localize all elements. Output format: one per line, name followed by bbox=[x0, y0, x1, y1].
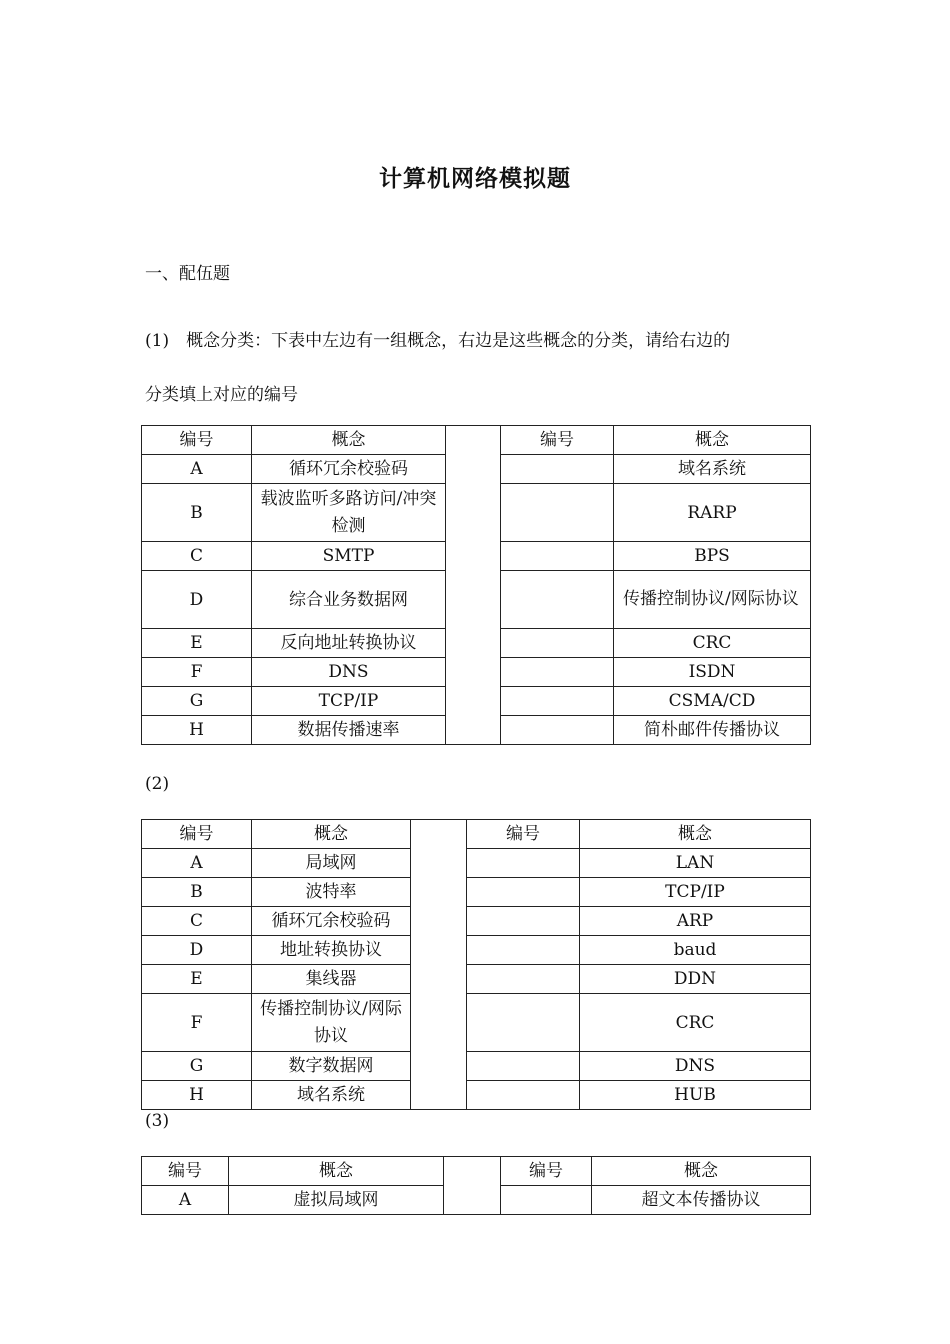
right-concept: CRC bbox=[614, 629, 811, 658]
answer-cell[interactable] bbox=[467, 965, 580, 994]
right-concept: CRC bbox=[580, 994, 811, 1052]
right-concept: BPS bbox=[614, 542, 811, 571]
question-2-label: (2) bbox=[145, 774, 170, 794]
row-num: F bbox=[142, 658, 252, 687]
row-num: F bbox=[142, 994, 252, 1052]
left-concept: SMTP bbox=[252, 542, 446, 571]
row-num: D bbox=[142, 936, 252, 965]
answer-cell[interactable] bbox=[467, 878, 580, 907]
header-num: 编号 bbox=[142, 820, 252, 849]
header-concept: 概念 bbox=[252, 820, 411, 849]
left-concept: 数据传播速率 bbox=[252, 716, 446, 745]
question-1-line-1: (1) 概念分类：下表中左边有一组概念，右边是这些概念的分类，请给右边的 bbox=[145, 331, 731, 351]
header-concept: 概念 bbox=[252, 426, 446, 455]
right-concept: ISDN bbox=[614, 658, 811, 687]
right-concept: ARP bbox=[580, 907, 811, 936]
right-concept: 超文本传播协议 bbox=[592, 1186, 811, 1215]
right-concept: HUB bbox=[580, 1081, 811, 1110]
row-num: D bbox=[142, 571, 252, 629]
right-concept: CSMA/CD bbox=[614, 687, 811, 716]
answer-cell[interactable] bbox=[501, 571, 614, 629]
left-concept: 综合业务数据网 bbox=[252, 571, 446, 629]
left-concept: 循环冗余校验码 bbox=[252, 455, 446, 484]
answer-cell[interactable] bbox=[467, 1052, 580, 1081]
right-concept: 域名系统 bbox=[614, 455, 811, 484]
answer-cell[interactable] bbox=[467, 994, 580, 1052]
left-concept: 集线器 bbox=[252, 965, 411, 994]
row-num: A bbox=[142, 849, 252, 878]
row-num: H bbox=[142, 1081, 252, 1110]
row-num: A bbox=[142, 1186, 229, 1215]
left-concept: 地址转换协议 bbox=[252, 936, 411, 965]
left-concept: 数字数据网 bbox=[252, 1052, 411, 1081]
answer-cell[interactable] bbox=[501, 1186, 592, 1215]
left-concept: 循环冗余校验码 bbox=[252, 907, 411, 936]
left-concept: 域名系统 bbox=[252, 1081, 411, 1110]
row-num: A bbox=[142, 455, 252, 484]
row-num: H bbox=[142, 716, 252, 745]
answer-cell[interactable] bbox=[501, 687, 614, 716]
table-spacer bbox=[411, 820, 467, 1110]
left-concept: 虚拟局域网 bbox=[229, 1186, 444, 1215]
answer-cell[interactable] bbox=[501, 629, 614, 658]
matching-table-1 bbox=[141, 425, 811, 745]
answer-cell[interactable] bbox=[501, 658, 614, 687]
row-num: C bbox=[142, 907, 252, 936]
matching-table-2 bbox=[141, 819, 811, 1110]
answer-cell[interactable] bbox=[501, 542, 614, 571]
answer-cell[interactable] bbox=[501, 484, 614, 542]
right-concept: TCP/IP bbox=[580, 878, 811, 907]
answer-cell[interactable] bbox=[467, 849, 580, 878]
left-concept: 传播控制协议/网际协议 bbox=[252, 994, 411, 1052]
question-3-label: (3) bbox=[145, 1111, 170, 1131]
answer-cell[interactable] bbox=[467, 1081, 580, 1110]
left-concept: 反向地址转换协议 bbox=[252, 629, 446, 658]
left-concept: TCP/IP bbox=[252, 687, 446, 716]
header-num: 编号 bbox=[501, 1157, 592, 1186]
doc-title: 计算机网络模拟题 bbox=[379, 166, 571, 192]
right-concept: LAN bbox=[580, 849, 811, 878]
header-num: 编号 bbox=[467, 820, 580, 849]
row-num: E bbox=[142, 629, 252, 658]
header-num: 编号 bbox=[142, 1157, 229, 1186]
left-concept: 波特率 bbox=[252, 878, 411, 907]
right-concept: RARP bbox=[614, 484, 811, 542]
right-concept: baud bbox=[580, 936, 811, 965]
right-concept: 简朴邮件传播协议 bbox=[614, 716, 811, 745]
table-spacer bbox=[446, 426, 501, 745]
answer-cell[interactable] bbox=[467, 907, 580, 936]
row-num: B bbox=[142, 484, 252, 542]
left-concept: DNS bbox=[252, 658, 446, 687]
row-num: G bbox=[142, 687, 252, 716]
row-num: C bbox=[142, 542, 252, 571]
header-num: 编号 bbox=[142, 426, 252, 455]
row-num: E bbox=[142, 965, 252, 994]
answer-cell[interactable] bbox=[501, 716, 614, 745]
row-num: B bbox=[142, 878, 252, 907]
header-num: 编号 bbox=[501, 426, 614, 455]
row-num: G bbox=[142, 1052, 252, 1081]
header-concept: 概念 bbox=[592, 1157, 811, 1186]
left-concept: 载波监听多路访问/冲突检测 bbox=[252, 484, 446, 542]
header-concept: 概念 bbox=[614, 426, 811, 455]
table-spacer bbox=[444, 1157, 501, 1215]
section-heading: 一、配伍题 bbox=[145, 264, 230, 284]
right-concept: DNS bbox=[580, 1052, 811, 1081]
header-concept: 概念 bbox=[229, 1157, 444, 1186]
right-concept: 传播控制协议/网际协议 bbox=[614, 571, 811, 629]
question-1-line-2: 分类填上对应的编号 bbox=[145, 385, 298, 405]
answer-cell[interactable] bbox=[501, 455, 614, 484]
matching-table-3 bbox=[141, 1156, 811, 1215]
right-concept: DDN bbox=[580, 965, 811, 994]
answer-cell[interactable] bbox=[467, 936, 580, 965]
left-concept: 局域网 bbox=[252, 849, 411, 878]
header-concept: 概念 bbox=[580, 820, 811, 849]
